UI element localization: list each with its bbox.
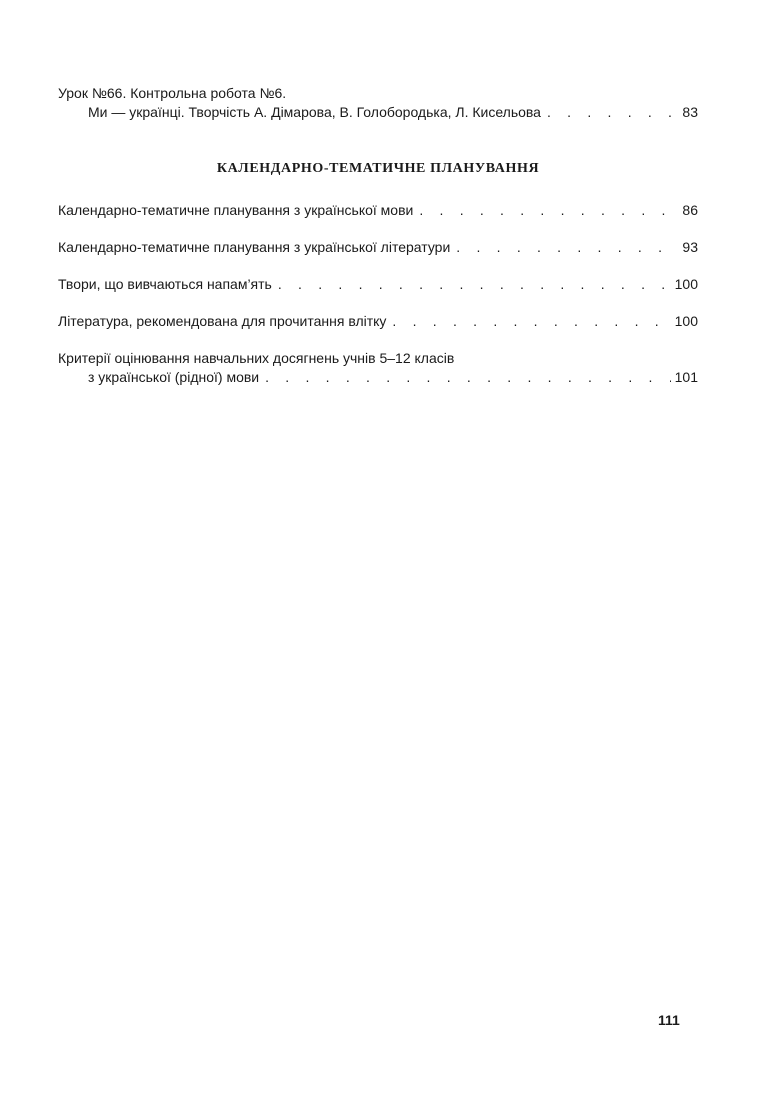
toc-entry-title: Календарно-тематичне планування з української мови — [58, 202, 414, 218]
page-number: 111 — [658, 1012, 680, 1028]
dot-leader — [272, 275, 671, 294]
table-of-contents — [58, 84, 698, 387]
dot-leader — [541, 103, 678, 122]
toc-entry-line — [58, 349, 698, 368]
dot-leader — [413, 201, 678, 220]
toc-page-number: 100 — [674, 313, 698, 329]
toc-page-number: 93 — [682, 239, 698, 255]
dot-leader — [450, 238, 678, 257]
toc-page-number: 101 — [674, 369, 698, 385]
toc-entry — [58, 312, 698, 331]
toc-entry-title: Твори, що вивчаються напам’ять — [58, 276, 272, 292]
section-heading: КАЛЕНДАРНО-ТЕМАТИЧНЕ ПЛАНУВАННЯ — [216, 161, 540, 176]
dot-leader — [259, 368, 671, 387]
toc-entry-line — [58, 275, 698, 294]
toc-entry-title: Критерії оцінювання навчальних досягнень учнів 5–12 класів — [58, 350, 455, 366]
toc-entry-line — [58, 238, 698, 257]
toc-entry-line — [58, 103, 698, 122]
dot-leader — [386, 312, 670, 331]
toc-entry-title: Література, рекомендована для прочитання влітку — [58, 313, 387, 329]
toc-entry-line — [58, 312, 698, 331]
toc-entry — [58, 275, 698, 294]
toc-page-number: 86 — [682, 202, 698, 218]
toc-entry — [58, 238, 698, 257]
toc-entry-subtitle: Ми — українці. Творчість А. Дімарова, В. Голобородька, Л. Кисельова — [88, 104, 541, 120]
toc-page-number: 100 — [674, 276, 698, 292]
toc-entry — [58, 201, 698, 220]
toc-entry-criteria — [58, 349, 698, 387]
toc-entry-title: Календарно-тематичне планування з української літератури — [58, 239, 451, 255]
toc-page-number: 83 — [682, 104, 698, 120]
toc-entry-lesson-66 — [58, 84, 698, 122]
toc-entry-subtitle: з української (рідної) мови — [88, 369, 260, 385]
toc-entry-line — [58, 368, 698, 387]
toc-entry-title: Урок №66. Контрольна робота №6. — [58, 85, 287, 101]
toc-entry-line — [58, 84, 698, 103]
toc-entry-line — [58, 201, 698, 220]
